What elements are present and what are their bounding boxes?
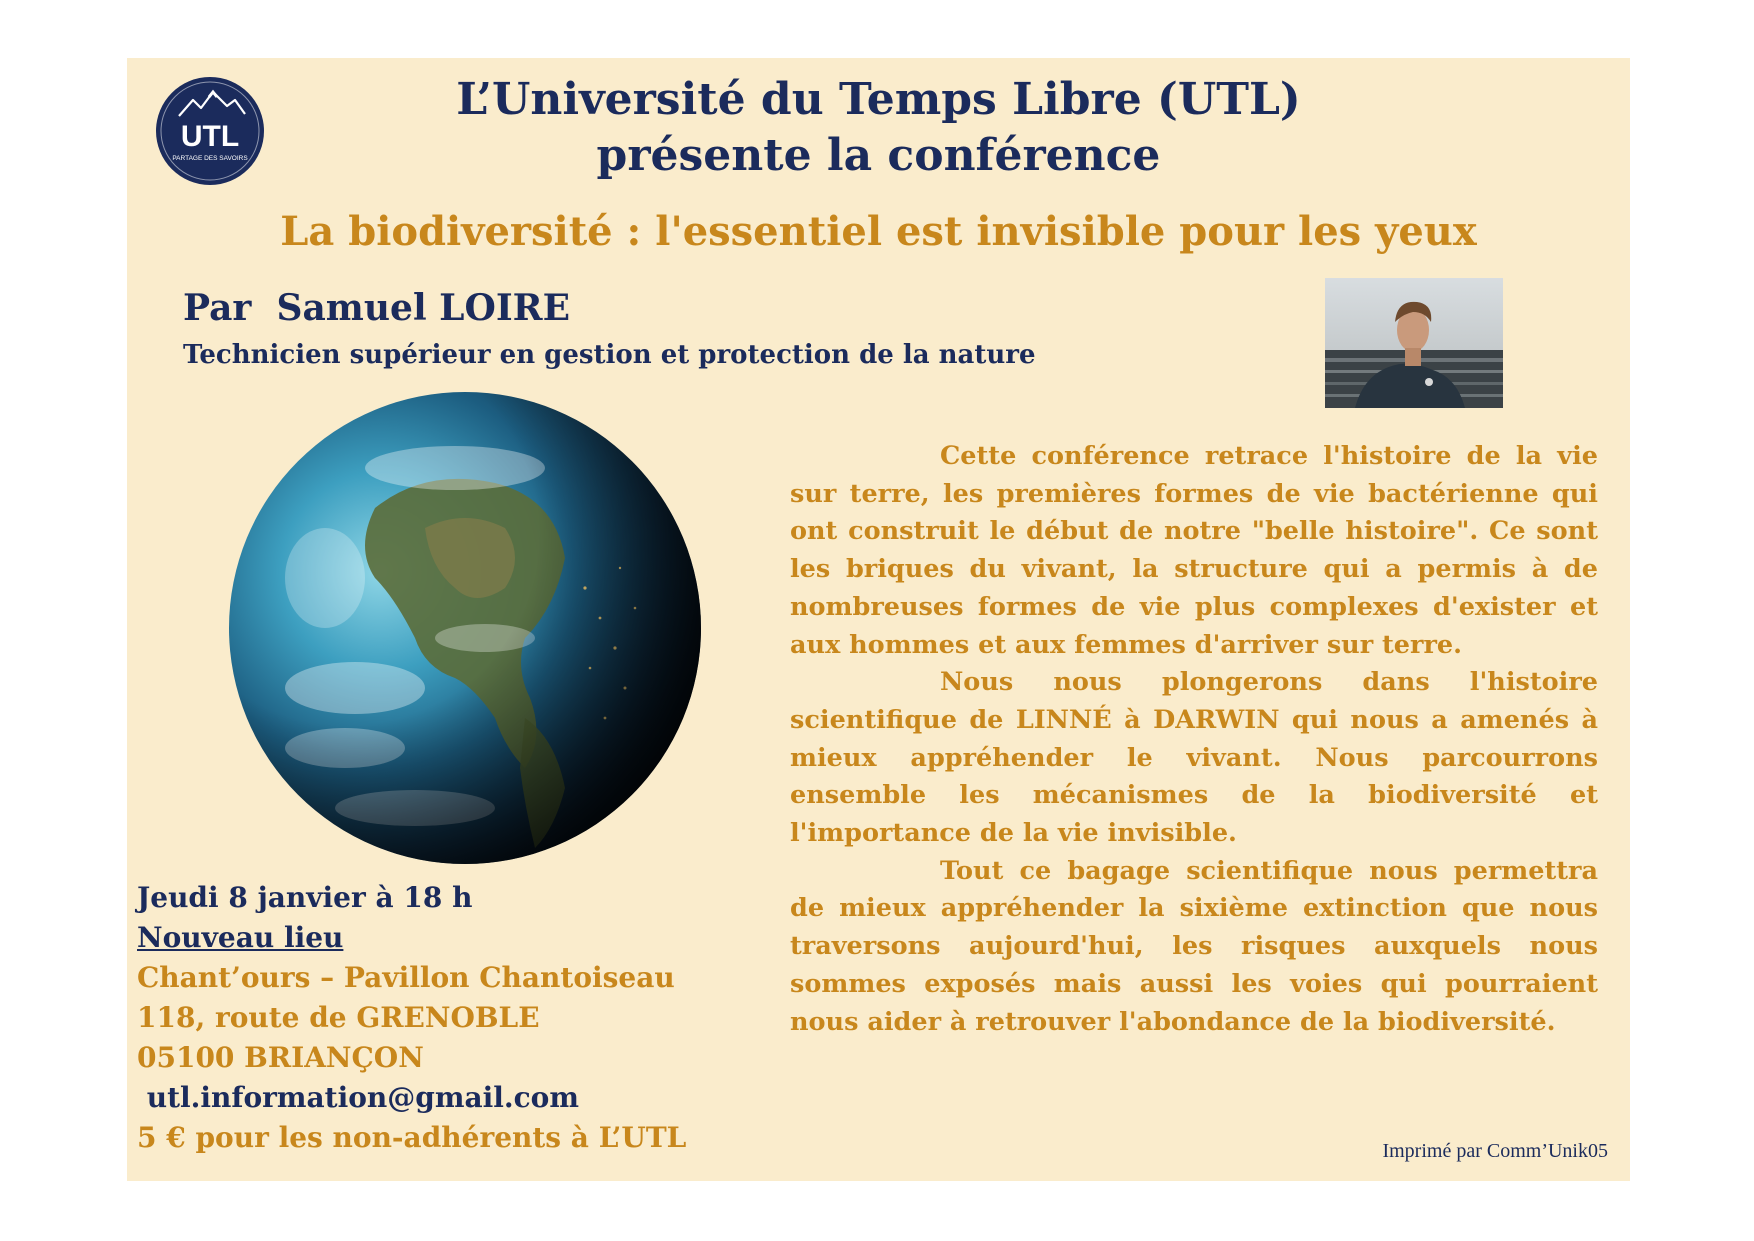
description-paragraph: Tout ce bagage scientifique nous permettra de mieux appréhender la sixième extinction que nous traversons aujourd'hui, les risques auxquels nous sommes exposés mais aussi les voies qui pourraient nous aider à retrouver l'abondance de la biodiversité. — [790, 855, 1598, 1037]
org-title-line1: L’Université du Temps Libre (UTL) — [456, 74, 1301, 125]
earth-globe-image — [225, 388, 705, 868]
event-price: 5 € pour les non-adhérents à L’UTL — [137, 1121, 687, 1154]
speaker-name: Par Samuel LOIRE — [183, 287, 571, 329]
description-paragraph: Cette conférence retrace l'histoire de la vie sur terre, les premières formes de vie bactérienne qui ont construit le début de notre "belle histoire". Ce sont les briques du vivant, la structure qui a permis à de nombreuses formes de vie plus complexes d'exister et aux hommes et aux femmes d'arriver sur terre. — [790, 441, 1598, 660]
conference-description — [790, 438, 1598, 1041]
contact-email[interactable]: utl.information@gmail.com — [137, 1081, 579, 1114]
speaker-role: Technicien supérieur en gestion et protection de la nature — [183, 340, 1036, 370]
logo-tagline: PARTAGE DES SAVOIRS — [172, 155, 248, 162]
conference-title: La biodiversité : l'essentiel est invisible pour les yeux — [280, 208, 1477, 255]
printed-by: Imprimé par Comm’Unik05 — [1382, 1140, 1608, 1162]
venue-name: Chant’ours – Pavillon Chantoiseau — [137, 961, 675, 994]
venue-city: 05100 BRIANÇON — [137, 1041, 424, 1074]
poster — [127, 58, 1630, 1181]
logo-text: UTL — [180, 120, 240, 153]
event-date: Jeudi 8 janvier à 18 h — [137, 881, 473, 914]
description-paragraph: Nous nous plongerons dans l'histoire scientifique de LINNÉ à DARWIN qui nous a amenés à mieux appréhender le vivant. Nous parcourrons ensemble les mécanismes de la biodiversité et l'importance de la vie invisible. — [790, 667, 1598, 849]
venue-address: 118, route de GRENOBLE — [137, 1001, 540, 1034]
org-title-line2: présente la conférence — [596, 130, 1161, 181]
venue-label: Nouveau lieu — [137, 921, 344, 954]
speaker-photo — [1325, 278, 1503, 408]
event-info — [137, 878, 686, 1158]
